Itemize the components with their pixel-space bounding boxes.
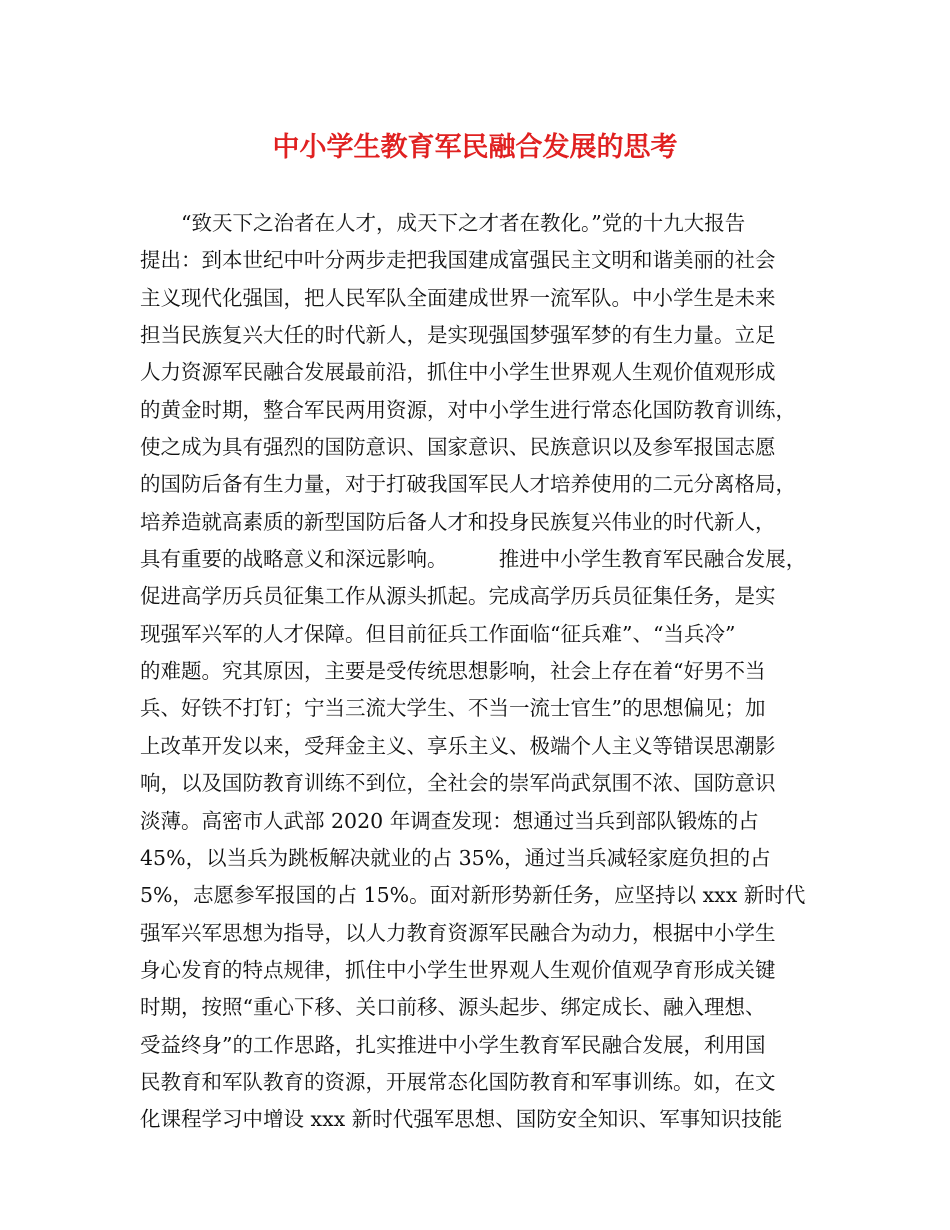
text-line: “致天下之治者在人才，成天下之才者在教化。”党的十九大报告: [140, 211, 746, 235]
text-line: 化课程学习中增设 xxx 新时代强军思想、国防安全知识、军事知识技能: [140, 1107, 783, 1132]
text-line: 的难题。究其原因，主要是受传统思想影响，社会上存在着“好男不当: [140, 659, 766, 684]
text-line: 受益终身”的工作思路，扎实推进中小学生教育军民融合发展，利用国: [140, 1032, 766, 1057]
text-line: 45%，以当兵为跳板解决就业的占 35%，通过当兵减轻家庭负担的占: [140, 845, 771, 870]
text-line: 时期，按照“重心下移、关口前移、源头起步、绑定成长、融入理想、: [140, 995, 766, 1020]
text-line: 促进高学历兵员征集工作从源头抓起。完成高学历兵员征集任务，是实: [140, 584, 776, 609]
text-line: 的黄金时期，整合军民两用资源，对中小学生进行常态化国防教育训练，: [140, 397, 796, 422]
text-line: 提出：到本世纪中叶分两步走把我国建成富强民主文明和谐美丽的社会: [140, 248, 776, 273]
text-line: 身心发育的特点规律，抓住中小学生世界观人生观价值观孕育形成关键: [140, 957, 776, 982]
text-line: 的国防后备有生力量，对于打破我国军民人才培养使用的二元分离格局，: [140, 472, 796, 497]
text-line: 主义现代化强国，把人民军队全面建成世界一流军队。中小学生是未来: [140, 285, 776, 310]
text-line: 人力资源军民融合发展最前沿，抓住中小学生世界观人生观价值观形成: [140, 360, 776, 385]
document-title: 中小学生教育军民融合发展的思考: [272, 132, 678, 163]
text-line: 使之成为具有强烈的国防意识、国家意识、民族意识以及参军报国志愿: [140, 435, 776, 460]
text-line: 淡薄。高密市人武部 2020 年调查发现：想通过当兵到部队锻炼的占: [140, 808, 759, 833]
text-line: 响，以及国防教育训练不到位，全社会的崇军尚武氛围不浓、国防意识: [140, 771, 776, 796]
text-line: 民教育和军队教育的资源，开展常态化国防教育和军事训练。如，在文: [140, 1069, 776, 1094]
text-line: 担当民族复兴大任的时代新人，是实现强国梦强军梦的有生力量。立足: [140, 323, 776, 348]
text-line: 培养造就高素质的新型国防后备人才和投身民族复兴伟业的时代新人，: [140, 509, 776, 534]
text-line: 强军兴军思想为指导，以人力教育资源军民融合为动力，根据中小学生: [140, 920, 776, 945]
text-line: 5%，志愿参军报国的占 15%。面对新形势新任务，应坚持以 xxx 新时代: [140, 883, 806, 908]
text-line: 现强军兴军的人才保障。但目前征兵工作面临“征兵难”、“当兵冷”: [140, 621, 736, 646]
body-paragraph: [140, 205, 820, 1139]
text-line: 具有重要的战略意义和深远影响。 推进中小学生教育军民融合发展，: [140, 547, 807, 572]
text-line: 上改革开发以来，受拜金主义、享乐主义、极端个人主义等错误思潮影: [140, 733, 776, 758]
text-line: 兵、好铁不打钉；宁当三流大学生、不当一流士官生”的思想偏见；加: [140, 696, 766, 721]
